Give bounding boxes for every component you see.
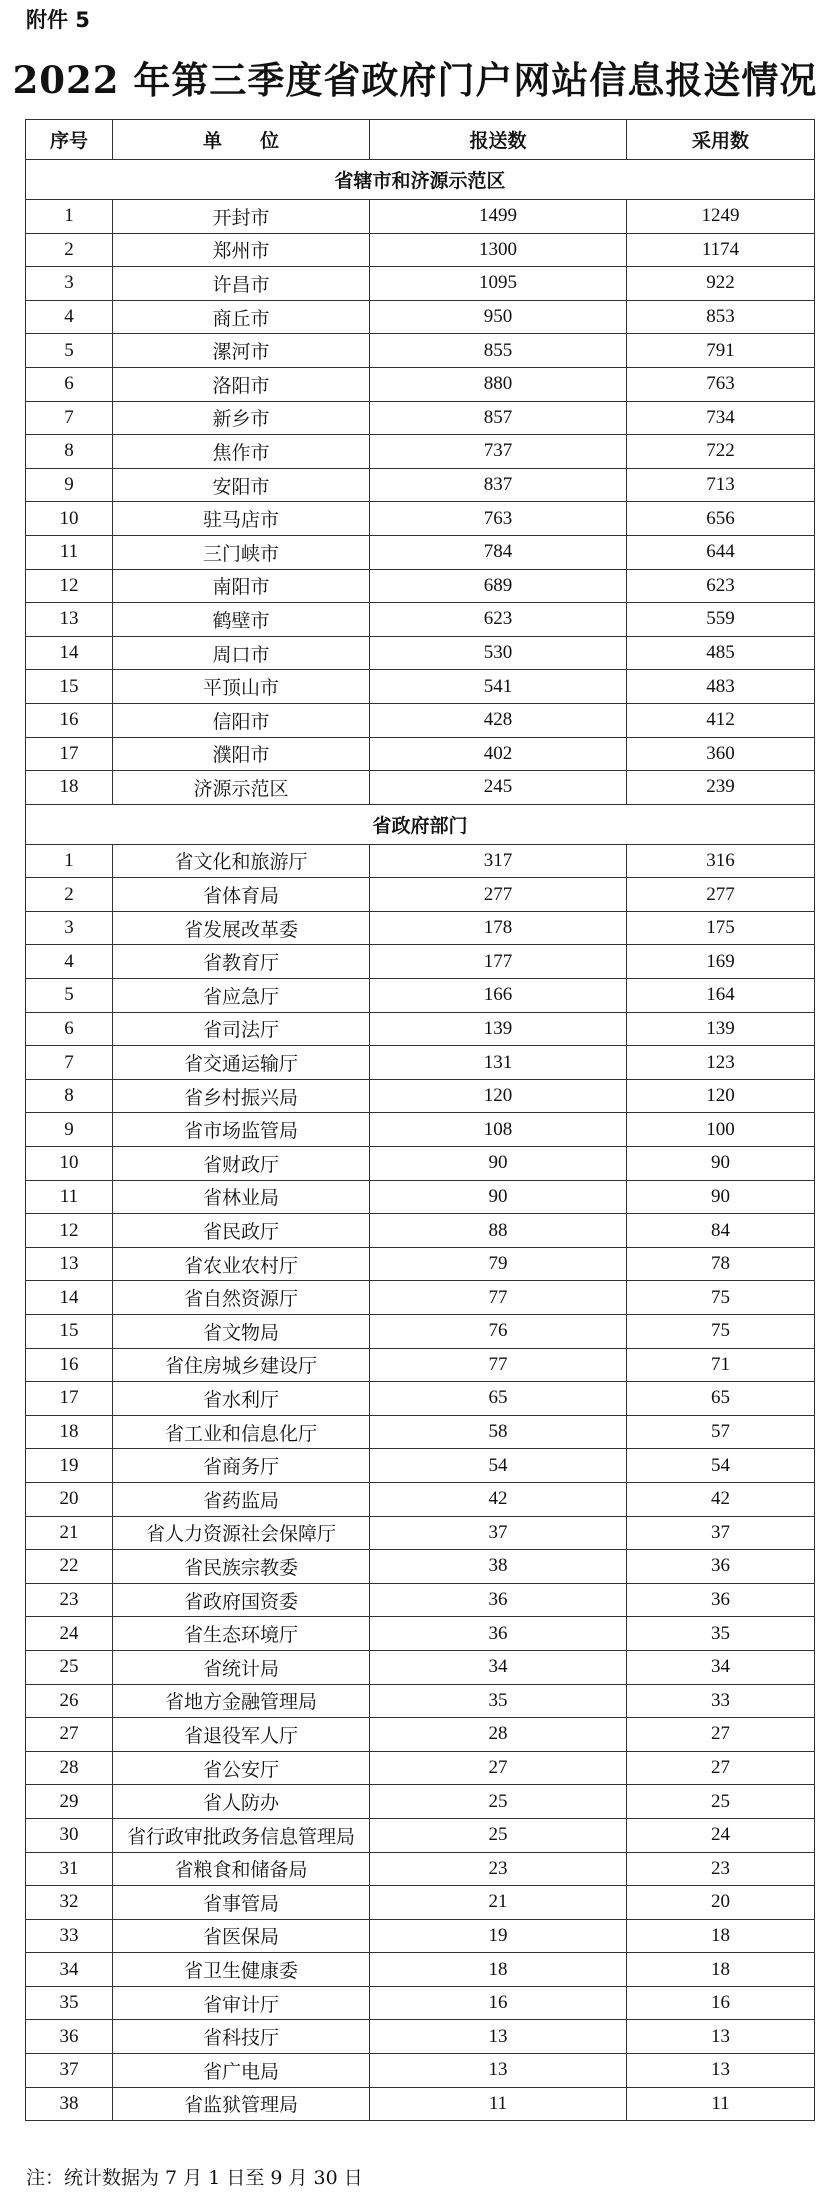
unit-cell: 省交通运输厅 (113, 1046, 370, 1080)
unit-cell: 省人防办 (113, 1785, 370, 1819)
table-row (26, 1046, 815, 1080)
unit-cell: 郑州市 (113, 233, 370, 267)
unit-cell: 省财政厅 (113, 1147, 370, 1181)
index-cell: 35 (26, 1986, 113, 2020)
table-row (26, 1818, 815, 1852)
table-row (26, 1113, 815, 1147)
unit-cell: 焦作市 (113, 435, 370, 469)
index-cell: 9 (26, 1113, 113, 1147)
adopted-cell: 27 (627, 1751, 815, 1785)
unit-cell: 省行政审批政务信息管理局 (113, 1818, 370, 1852)
table-row (26, 267, 815, 301)
index-cell: 15 (26, 1315, 113, 1349)
index-cell: 19 (26, 1449, 113, 1483)
unit-cell: 省地方金融管理局 (113, 1684, 370, 1718)
table-row (26, 1953, 815, 1987)
index-cell: 20 (26, 1482, 113, 1516)
index-cell: 12 (26, 1214, 113, 1248)
index-cell: 17 (26, 1382, 113, 1416)
table-row (26, 1650, 815, 1684)
table-row (26, 502, 815, 536)
unit-cell: 济源示范区 (113, 771, 370, 805)
submitted-cell: 784 (370, 535, 627, 569)
submitted-cell: 28 (370, 1718, 627, 1752)
table-row (26, 1415, 815, 1449)
adopted-cell: 483 (627, 670, 815, 704)
table-row (26, 468, 815, 502)
unit-cell: 省住房城乡建设厅 (113, 1348, 370, 1382)
submitted-cell: 857 (370, 401, 627, 435)
unit-cell: 省监狱管理局 (113, 2087, 370, 2121)
index-cell: 5 (26, 334, 113, 368)
unit-cell: 省自然资源厅 (113, 1281, 370, 1315)
index-cell: 14 (26, 636, 113, 670)
index-cell: 29 (26, 1785, 113, 1819)
submitted-cell: 18 (370, 1953, 627, 1987)
unit-cell: 省林业局 (113, 1180, 370, 1214)
table-row (26, 1449, 815, 1483)
table-row (26, 603, 815, 637)
unit-cell: 省生态环境厅 (113, 1617, 370, 1651)
adopted-cell: 763 (627, 367, 815, 401)
submitted-cell: 23 (370, 1852, 627, 1886)
header-adopted: 采用数 (627, 120, 815, 160)
submitted-cell: 13 (370, 2054, 627, 2088)
adopted-cell: 656 (627, 502, 815, 536)
adopted-cell: 1249 (627, 200, 815, 234)
index-cell: 22 (26, 1550, 113, 1584)
table-row (26, 1315, 815, 1349)
index-cell: 2 (26, 233, 113, 267)
table-row (26, 1986, 815, 2020)
table-row (26, 737, 815, 771)
table-row (26, 670, 815, 704)
adopted-cell: 1174 (627, 233, 815, 267)
adopted-cell: 16 (627, 1986, 815, 2020)
page-title (0, 50, 830, 104)
index-cell: 5 (26, 979, 113, 1013)
submitted-cell: 689 (370, 569, 627, 603)
adopted-cell: 18 (627, 1919, 815, 1953)
table-row (26, 2087, 815, 2121)
section-row (26, 160, 815, 200)
submitted-cell: 13 (370, 2020, 627, 2054)
submitted-cell: 245 (370, 771, 627, 805)
adopted-cell: 316 (627, 844, 815, 878)
submitted-cell: 855 (370, 334, 627, 368)
table-row (26, 1583, 815, 1617)
adopted-cell: 37 (627, 1516, 815, 1550)
index-cell: 25 (26, 1650, 113, 1684)
adopted-cell: 75 (627, 1281, 815, 1315)
adopted-cell: 922 (627, 267, 815, 301)
adopted-cell: 33 (627, 1684, 815, 1718)
unit-cell: 平顶山市 (113, 670, 370, 704)
index-cell: 38 (26, 2087, 113, 2121)
index-cell: 30 (26, 1818, 113, 1852)
index-cell: 3 (26, 911, 113, 945)
unit-cell: 省发展改革委 (113, 911, 370, 945)
adopted-cell: 123 (627, 1046, 815, 1080)
submitted-cell: 763 (370, 502, 627, 536)
unit-cell: 省卫生健康委 (113, 1953, 370, 1987)
table-row (26, 1852, 815, 1886)
adopted-cell: 360 (627, 737, 815, 771)
adopted-cell: 239 (627, 771, 815, 805)
adopted-cell: 65 (627, 1382, 815, 1416)
adopted-cell: 734 (627, 401, 815, 435)
index-cell: 8 (26, 1079, 113, 1113)
attachment-label: 附件 5 (26, 8, 90, 32)
index-cell: 1 (26, 200, 113, 234)
index-cell: 28 (26, 1751, 113, 1785)
submitted-cell: 34 (370, 1650, 627, 1684)
submitted-cell: 16 (370, 1986, 627, 2020)
submitted-cell: 77 (370, 1281, 627, 1315)
submitted-cell: 1499 (370, 200, 627, 234)
table-header-row (26, 120, 815, 160)
unit-cell: 省商务厅 (113, 1449, 370, 1483)
table-row (26, 435, 815, 469)
submitted-cell: 837 (370, 468, 627, 502)
unit-cell: 省药监局 (113, 1482, 370, 1516)
header-unit: 单 位 (113, 120, 370, 160)
adopted-cell: 57 (627, 1415, 815, 1449)
unit-cell: 省教育厅 (113, 945, 370, 979)
table-row (26, 1382, 815, 1416)
unit-cell: 商丘市 (113, 300, 370, 334)
unit-cell: 省水利厅 (113, 1382, 370, 1416)
submitted-cell: 76 (370, 1315, 627, 1349)
index-cell: 23 (26, 1583, 113, 1617)
submitted-cell: 58 (370, 1415, 627, 1449)
unit-cell: 漯河市 (113, 334, 370, 368)
unit-cell: 省事管局 (113, 1886, 370, 1920)
index-cell: 9 (26, 468, 113, 502)
submitted-cell: 1300 (370, 233, 627, 267)
adopted-cell: 722 (627, 435, 815, 469)
adopted-cell: 120 (627, 1079, 815, 1113)
adopted-cell: 13 (627, 2054, 815, 2088)
table-row (26, 703, 815, 737)
submitted-cell: 25 (370, 1785, 627, 1819)
report-table (25, 119, 815, 2121)
adopted-cell: 559 (627, 603, 815, 637)
table-row (26, 1886, 815, 1920)
unit-cell: 省人力资源社会保障厅 (113, 1516, 370, 1550)
index-cell: 13 (26, 1247, 113, 1281)
table-row (26, 1214, 815, 1248)
title-text: 2022 年第三季度省政府门户网站信息报送情况 (12, 58, 818, 102)
table-row (26, 2054, 815, 2088)
adopted-cell: 644 (627, 535, 815, 569)
table-row (26, 1147, 815, 1181)
unit-cell: 省退役军人厅 (113, 1718, 370, 1752)
index-cell: 16 (26, 703, 113, 737)
table-row (26, 200, 815, 234)
unit-cell: 省科技厅 (113, 2020, 370, 2054)
submitted-cell: 623 (370, 603, 627, 637)
index-cell: 11 (26, 535, 113, 569)
index-cell: 14 (26, 1281, 113, 1315)
submitted-cell: 27 (370, 1751, 627, 1785)
unit-cell: 省政府国资委 (113, 1583, 370, 1617)
table-row (26, 535, 815, 569)
adopted-cell: 13 (627, 2020, 815, 2054)
submitted-cell: 54 (370, 1449, 627, 1483)
table-row (26, 1718, 815, 1752)
adopted-cell: 164 (627, 979, 815, 1013)
adopted-cell: 11 (627, 2087, 815, 2121)
adopted-cell: 175 (627, 911, 815, 945)
index-cell: 32 (26, 1886, 113, 1920)
adopted-cell: 412 (627, 703, 815, 737)
table-body (26, 160, 815, 2121)
footnote: 注：统计数据为 7 月 1 日至 9 月 30 日 (26, 2167, 363, 2189)
table-row (26, 1684, 815, 1718)
index-cell: 1 (26, 844, 113, 878)
unit-cell: 省文化和旅游厅 (113, 844, 370, 878)
submitted-cell: 90 (370, 1147, 627, 1181)
unit-cell: 濮阳市 (113, 737, 370, 771)
table-row (26, 911, 815, 945)
index-cell: 34 (26, 1953, 113, 1987)
adopted-cell: 84 (627, 1214, 815, 1248)
unit-cell: 省文物局 (113, 1315, 370, 1349)
submitted-cell: 36 (370, 1583, 627, 1617)
adopted-cell: 36 (627, 1583, 815, 1617)
submitted-cell: 37 (370, 1516, 627, 1550)
submitted-cell: 19 (370, 1919, 627, 1953)
submitted-cell: 79 (370, 1247, 627, 1281)
submitted-cell: 42 (370, 1482, 627, 1516)
submitted-cell: 166 (370, 979, 627, 1013)
submitted-cell: 120 (370, 1079, 627, 1113)
index-cell: 27 (26, 1718, 113, 1752)
submitted-cell: 428 (370, 703, 627, 737)
adopted-cell: 277 (627, 878, 815, 912)
unit-cell: 省市场监管局 (113, 1113, 370, 1147)
submitted-cell: 25 (370, 1818, 627, 1852)
unit-cell: 三门峡市 (113, 535, 370, 569)
index-cell: 21 (26, 1516, 113, 1550)
adopted-cell: 54 (627, 1449, 815, 1483)
table-row (26, 979, 815, 1013)
adopted-cell: 853 (627, 300, 815, 334)
table-row (26, 945, 815, 979)
table-row (26, 1079, 815, 1113)
table-row (26, 1919, 815, 1953)
adopted-cell: 791 (627, 334, 815, 368)
adopted-cell: 34 (627, 1650, 815, 1684)
submitted-cell: 38 (370, 1550, 627, 1584)
table-row (26, 1281, 815, 1315)
unit-cell: 省审计厅 (113, 1986, 370, 2020)
unit-cell: 省农业农村厅 (113, 1247, 370, 1281)
unit-cell: 许昌市 (113, 267, 370, 301)
submitted-cell: 77 (370, 1348, 627, 1382)
table-row (26, 401, 815, 435)
table-row (26, 334, 815, 368)
index-cell: 2 (26, 878, 113, 912)
unit-cell: 鹤壁市 (113, 603, 370, 637)
index-cell: 11 (26, 1180, 113, 1214)
unit-cell: 南阳市 (113, 569, 370, 603)
submitted-cell: 1095 (370, 267, 627, 301)
adopted-cell: 78 (627, 1247, 815, 1281)
adopted-cell: 485 (627, 636, 815, 670)
submitted-cell: 317 (370, 844, 627, 878)
adopted-cell: 27 (627, 1718, 815, 1752)
index-cell: 33 (26, 1919, 113, 1953)
submitted-cell: 530 (370, 636, 627, 670)
unit-cell: 驻马店市 (113, 502, 370, 536)
adopted-cell: 71 (627, 1348, 815, 1382)
submitted-cell: 541 (370, 670, 627, 704)
unit-cell: 新乡市 (113, 401, 370, 435)
table-row (26, 233, 815, 267)
unit-cell: 省工业和信息化厅 (113, 1415, 370, 1449)
table-row (26, 1180, 815, 1214)
adopted-cell: 623 (627, 569, 815, 603)
table-row (26, 1785, 815, 1819)
adopted-cell: 100 (627, 1113, 815, 1147)
submitted-cell: 65 (370, 1382, 627, 1416)
submitted-cell: 737 (370, 435, 627, 469)
table-row (26, 367, 815, 401)
table-row (26, 844, 815, 878)
index-cell: 15 (26, 670, 113, 704)
submitted-cell: 11 (370, 2087, 627, 2121)
index-cell: 13 (26, 603, 113, 637)
submitted-cell: 402 (370, 737, 627, 771)
adopted-cell: 139 (627, 1012, 815, 1046)
submitted-cell: 21 (370, 1886, 627, 1920)
table-row (26, 1617, 815, 1651)
index-cell: 4 (26, 945, 113, 979)
header-index: 序号 (26, 120, 113, 160)
unit-cell: 省民族宗教委 (113, 1550, 370, 1584)
table-row (26, 771, 815, 805)
index-cell: 10 (26, 1147, 113, 1181)
index-cell: 37 (26, 2054, 113, 2088)
table-row (26, 636, 815, 670)
index-cell: 10 (26, 502, 113, 536)
unit-cell: 安阳市 (113, 468, 370, 502)
adopted-cell: 75 (627, 1315, 815, 1349)
adopted-cell: 42 (627, 1482, 815, 1516)
index-cell: 12 (26, 569, 113, 603)
index-cell: 16 (26, 1348, 113, 1382)
index-cell: 4 (26, 300, 113, 334)
adopted-cell: 169 (627, 945, 815, 979)
header-submitted: 报送数 (370, 120, 627, 160)
index-cell: 7 (26, 401, 113, 435)
table-row (26, 2020, 815, 2054)
section-row (26, 804, 815, 844)
unit-cell: 省医保局 (113, 1919, 370, 1953)
submitted-cell: 36 (370, 1617, 627, 1651)
submitted-cell: 88 (370, 1214, 627, 1248)
table-row (26, 1012, 815, 1046)
table-row (26, 1751, 815, 1785)
adopted-cell: 90 (627, 1147, 815, 1181)
unit-cell: 省统计局 (113, 1650, 370, 1684)
unit-cell: 省粮食和储备局 (113, 1852, 370, 1886)
unit-cell: 信阳市 (113, 703, 370, 737)
unit-cell: 开封市 (113, 200, 370, 234)
table-row (26, 1550, 815, 1584)
submitted-cell: 35 (370, 1684, 627, 1718)
adopted-cell: 24 (627, 1818, 815, 1852)
table-row (26, 1247, 815, 1281)
index-cell: 18 (26, 1415, 113, 1449)
unit-cell: 省公安厅 (113, 1751, 370, 1785)
index-cell: 31 (26, 1852, 113, 1886)
unit-cell: 省乡村振兴局 (113, 1079, 370, 1113)
table-row (26, 300, 815, 334)
adopted-cell: 18 (627, 1953, 815, 1987)
submitted-cell: 139 (370, 1012, 627, 1046)
section-title: 省政府部门 (26, 804, 815, 844)
submitted-cell: 131 (370, 1046, 627, 1080)
unit-cell: 省体育局 (113, 878, 370, 912)
adopted-cell: 23 (627, 1852, 815, 1886)
index-cell: 8 (26, 435, 113, 469)
unit-cell: 洛阳市 (113, 367, 370, 401)
submitted-cell: 880 (370, 367, 627, 401)
index-cell: 36 (26, 2020, 113, 2054)
index-cell: 26 (26, 1684, 113, 1718)
adopted-cell: 25 (627, 1785, 815, 1819)
submitted-cell: 950 (370, 300, 627, 334)
submitted-cell: 90 (370, 1180, 627, 1214)
submitted-cell: 108 (370, 1113, 627, 1147)
submitted-cell: 177 (370, 945, 627, 979)
adopted-cell: 35 (627, 1617, 815, 1651)
adopted-cell: 713 (627, 468, 815, 502)
index-cell: 3 (26, 267, 113, 301)
index-cell: 17 (26, 737, 113, 771)
unit-cell: 省司法厅 (113, 1012, 370, 1046)
submitted-cell: 178 (370, 911, 627, 945)
index-cell: 24 (26, 1617, 113, 1651)
unit-cell: 省广电局 (113, 2054, 370, 2088)
table-row (26, 569, 815, 603)
section-title: 省辖市和济源示范区 (26, 160, 815, 200)
table-row (26, 1516, 815, 1550)
index-cell: 6 (26, 367, 113, 401)
index-cell: 6 (26, 1012, 113, 1046)
table-row (26, 1482, 815, 1516)
unit-cell: 周口市 (113, 636, 370, 670)
unit-cell: 省应急厅 (113, 979, 370, 1013)
table-row (26, 878, 815, 912)
adopted-cell: 36 (627, 1550, 815, 1584)
adopted-cell: 20 (627, 1886, 815, 1920)
table-row (26, 1348, 815, 1382)
submitted-cell: 277 (370, 878, 627, 912)
index-cell: 18 (26, 771, 113, 805)
index-cell: 7 (26, 1046, 113, 1080)
adopted-cell: 90 (627, 1180, 815, 1214)
unit-cell: 省民政厅 (113, 1214, 370, 1248)
